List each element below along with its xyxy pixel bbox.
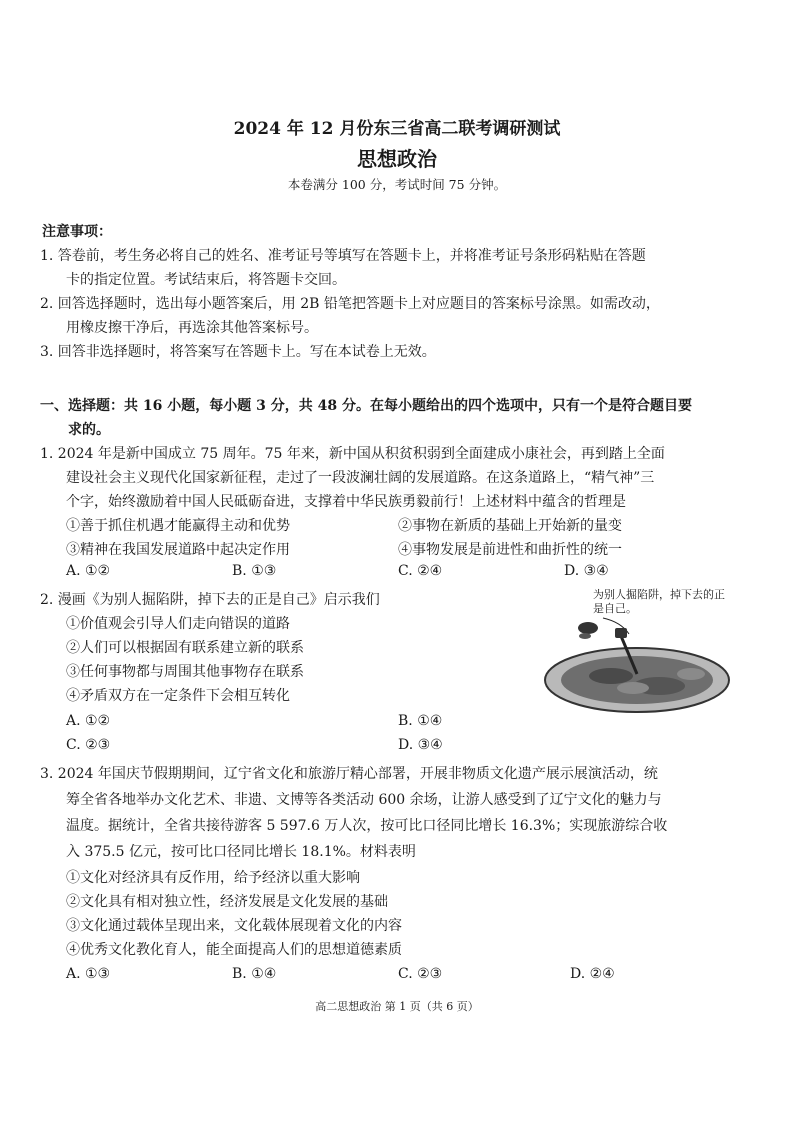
q1-stem: 1. 2024 年是新中国成立 75 周年。75 年来，新中国从积贫积弱到全面建成小康社会，再到踏上全面 bbox=[40, 446, 665, 462]
q3-item: ②文化具有相对独立性，经济发展是文化发展的基础 bbox=[66, 894, 388, 910]
q3-stem: 温度。据统计，全省共接待游客 5 597.6 万人次，按可比口径同比增长 16.3%；实现旅游综合收 bbox=[66, 818, 668, 834]
q1-option-c: C. ②④ bbox=[398, 563, 443, 579]
q2-option-c: C. ②③ bbox=[66, 737, 111, 753]
q1-option-a: A. ①② bbox=[66, 563, 111, 579]
note-line: 用橡皮擦干净后，再选涂其他答案标号。 bbox=[66, 320, 318, 336]
exam-title: 2024 年 12 月份东三省高二联考调研测试 bbox=[233, 119, 561, 139]
page-footer: 高二思想政治 第 1 页（共 6 页） bbox=[315, 1000, 479, 1013]
q3-item: ③文化通过载体呈现出来，文化载体展现着文化的内容 bbox=[66, 918, 402, 934]
q1-item: ②事物在新质的基础上开始新的量变 bbox=[398, 518, 622, 534]
q1-item: ①善于抓住机遇才能赢得主动和优势 bbox=[66, 518, 290, 534]
note-line: 3. 回答非选择题时，将答案写在答题卡上。写在本试卷上无效。 bbox=[40, 344, 436, 360]
q3-item: ①文化对经济具有反作用，给予经济以重大影响 bbox=[66, 870, 360, 886]
q2-option-b: B. ①④ bbox=[398, 713, 443, 729]
q3-option-a: A. ①③ bbox=[66, 966, 111, 982]
exam-info: 本卷满分 100 分，考试时间 75 分钟。 bbox=[287, 177, 507, 192]
section-heading-cont: 求的。 bbox=[68, 422, 110, 438]
q2-option-a: A. ①② bbox=[66, 713, 111, 729]
q2-item: ③任何事物都与周围其他事物存在联系 bbox=[66, 664, 304, 680]
q3-item: ④优秀文化教化育人，能全面提高人们的思想道德素质 bbox=[66, 942, 402, 958]
q3-stem: 入 375.5 亿元，按可比口径同比增长 18.1%。材料表明 bbox=[66, 844, 416, 860]
q3-option-b: B. ①④ bbox=[232, 966, 277, 982]
q2-item: ④矛盾双方在一定条件下会相互转化 bbox=[66, 688, 290, 704]
q1-option-d: D. ③④ bbox=[564, 563, 609, 579]
subject-title: 思想政治 bbox=[357, 147, 437, 171]
q2-item: ①价值观会引导人们走向错误的道路 bbox=[66, 616, 290, 632]
q3-option-d: D. ②④ bbox=[570, 966, 615, 982]
q1-item: ③精神在我国发展道路中起决定作用 bbox=[66, 542, 290, 558]
q3-stem: 筹全省各地举办文化艺术、非遗、文博等各类活动 600 余场，让游人感受到了辽宁文化的魅力与 bbox=[66, 792, 662, 808]
q2-option-d: D. ③④ bbox=[398, 737, 443, 753]
note-line: 卡的指定位置。考试结束后，将答题卡交回。 bbox=[66, 272, 346, 288]
notes-heading: 注意事项： bbox=[42, 224, 112, 240]
q2-item: ②人们可以根据固有联系建立新的联系 bbox=[66, 640, 304, 656]
q1-option-b: B. ①③ bbox=[232, 563, 277, 579]
note-line: 2. 回答选择题时，选出每小题答案后，用 2B 铅笔把答题卡上对应题目的答案标号涂黑。如需改动， bbox=[40, 296, 660, 312]
cartoon-figure bbox=[541, 588, 733, 718]
q1-item: ④事物发展是前进性和曲折性的统一 bbox=[398, 542, 622, 558]
cartoon-caption: 为别人掘陷阱，掉下去的正是自己。 bbox=[593, 588, 725, 615]
section-heading: 一、选择题：共 16 小题，每小题 3 分，共 48 分。在每小题给出的四个选项中，只有一个是符合题目要 bbox=[40, 398, 692, 414]
q2-stem: 2. 漫画《为别人掘陷阱，掉下去的正是自己》启示我们 bbox=[40, 592, 380, 608]
q3-stem: 3. 2024 年国庆节假期期间，辽宁省文化和旅游厅精心部署，开展非物质文化遗产展示展演活动，统 bbox=[40, 766, 658, 782]
note-line: 1. 答卷前，考生务必将自己的姓名、准考证号等填写在答题卡上，并将准考证号条形码粘贴在答题 bbox=[40, 248, 646, 264]
q1-stem: 建设社会主义现代化国家新征程，走过了一段波澜壮阔的发展道路。在这条道路上，“精气神”三 bbox=[66, 470, 655, 486]
q3-option-c: C. ②③ bbox=[398, 966, 443, 982]
q1-stem: 个字，始终激励着中国人民砥砺奋进，支撑着中华民族勇毅前行！上述材料中蕴含的哲理是 bbox=[66, 494, 626, 510]
